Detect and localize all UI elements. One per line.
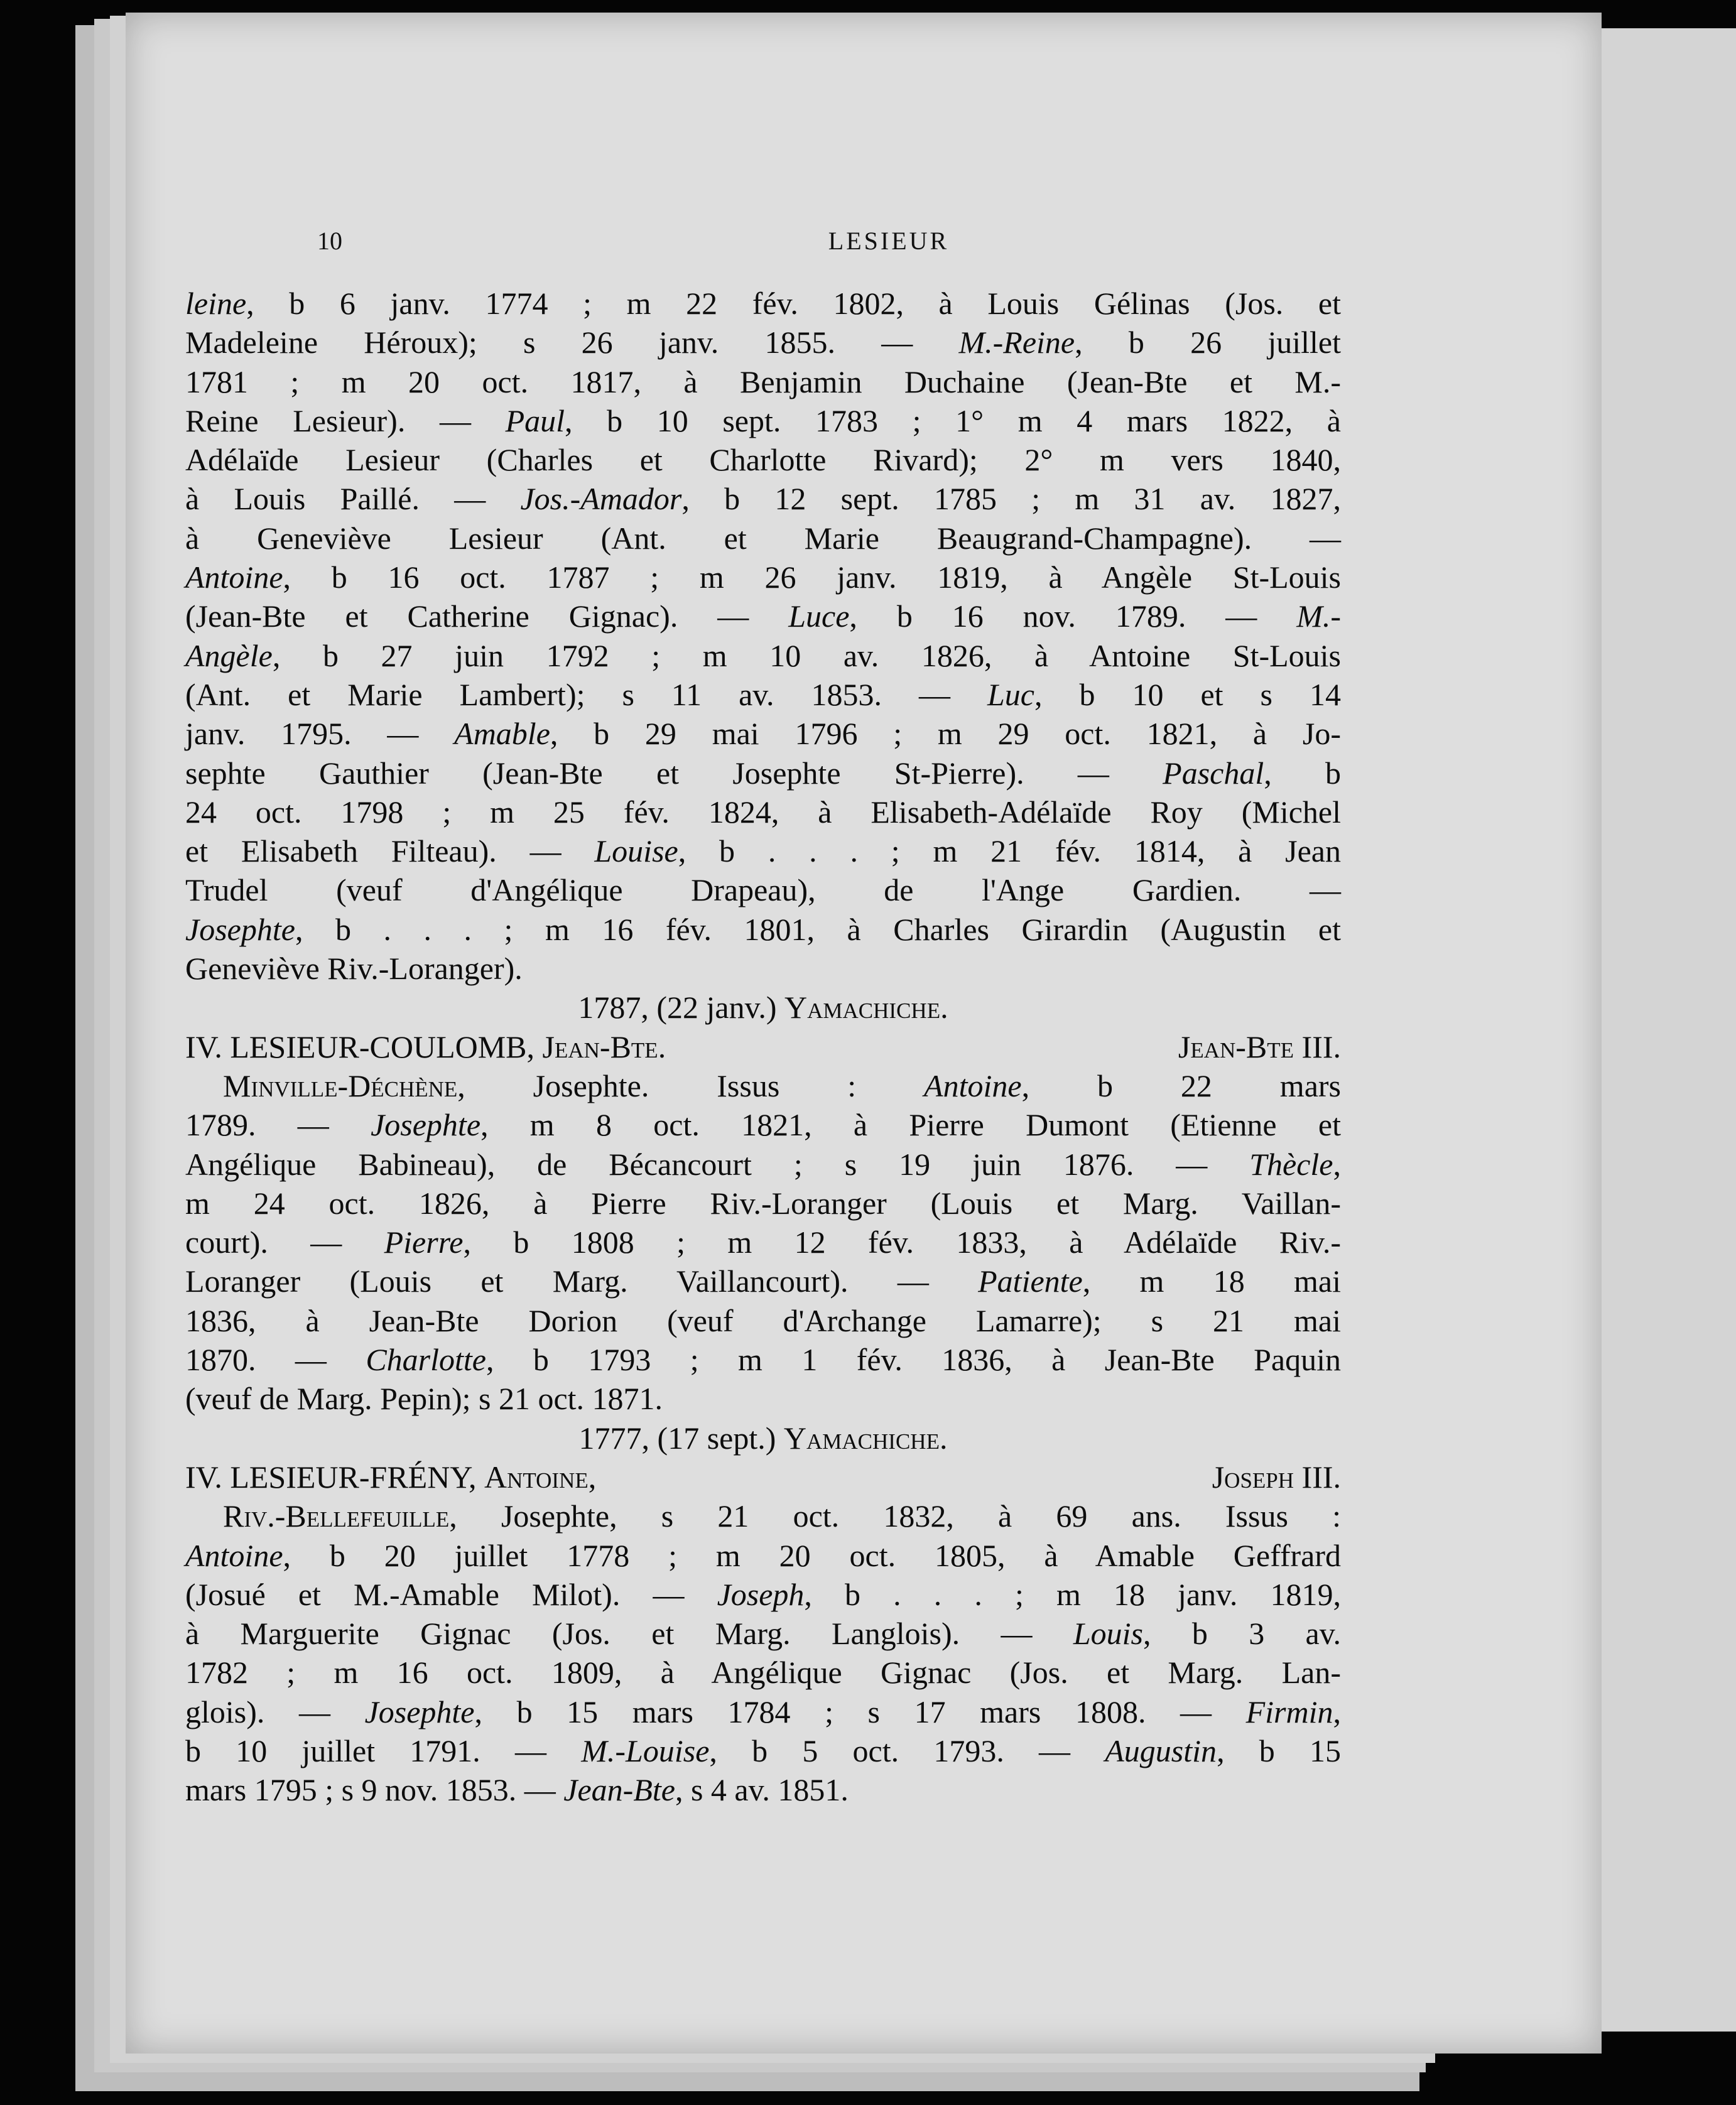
text-line: 1781 ; m 20 oct. 1817, à Benjamin Duchaine (Jean-Bte et M.- (185, 364, 1341, 399)
entry-heading-part: IV. LESIEUR-COULOMB, Jean-Bte. (185, 1029, 666, 1064)
running-header (317, 226, 1460, 264)
entry-heading-part: Joseph III. (1212, 1459, 1341, 1495)
text-line: janv. 1795. — Amable, b 29 mai 1796 ; m 29 oct. 1821, à Jo- (185, 716, 1341, 752)
text-line: (Jean-Bte et Catherine Gignac). — Luce, b 16 nov. 1789. — M.- (185, 598, 1341, 634)
text-line: 24 oct. 1798 ; m 25 fév. 1824, à Elisabeth-Adélaïde Roy (Michel (185, 794, 1341, 830)
text-line: 1836, à Jean-Bte Dorion (veuf d'Archange Lamarre); s 21 mai (185, 1302, 1341, 1338)
text-line: mars 1795 ; s 9 nov. 1853. — Jean-Bte, s 4 av. 1851. (185, 1772, 849, 1808)
text-line: (veuf de Marg. Pepin); s 21 oct. 1871. (185, 1381, 663, 1417)
text-line: 1789. — Josephte, m 8 oct. 1821, à Pierre Dumont (Etienne et (185, 1107, 1341, 1143)
text-line: 1870. — Charlotte, b 1793 ; m 1 fév. 1836, à Jean-Bte Paquin (185, 1342, 1342, 1378)
text-line (185, 1458, 1341, 1496)
text-line: 1782 ; m 16 oct. 1809, à Angélique Gignac (Jos. et Marg. Lan- (185, 1655, 1341, 1691)
text-line: Madeleine Héroux); s 26 janv. 1855. — M.-Reine, b 26 juillet (185, 325, 1341, 360)
text-line: (Ant. et Marie Lambert); s 11 av. 1853. — Luc, b 10 et s 14 (185, 676, 1341, 712)
entry-heading-part: IV. LESIEUR-FRÉNY, Antoine, (185, 1459, 597, 1495)
text-line: Antoine, b 20 juillet 1778 ; m 20 oct. 1805, à Amable Geffrard (185, 1537, 1341, 1573)
text-line: Antoine, b 16 oct. 1787 ; m 26 janv. 1819, à Angèle St-Louis (185, 560, 1341, 595)
text-line: court). — Pierre, b 1808 ; m 12 fév. 1833, à Adélaïde Riv.- (185, 1225, 1341, 1260)
text-line: 1787, (22 janv.) Yamachiche. (578, 990, 948, 1025)
text-line: Minville-Déchène, Josephte. Issus : Antoine, b 22 mars (223, 1068, 1341, 1103)
text-line: b 10 juillet 1791. — M.-Louise, b 5 oct. 1793. — Augustin, b 15 (185, 1733, 1341, 1768)
text-line: leine, b 6 janv. 1774 ; m 22 fév. 1802, à Louis Gélinas (Jos. et (185, 286, 1341, 321)
text-line: à Louis Paillé. — Jos.-Amador, b 12 sept. 1785 ; m 31 av. 1827, (185, 481, 1341, 517)
text-line: Reine Lesieur). — Paul, b 10 sept. 1783 ; 1° m 4 mars 1822, à (185, 403, 1341, 438)
text-line: Josephte, b . . . ; m 16 fév. 1801, à Charles Girardin (Augustin et (185, 911, 1341, 947)
text-line: et Elisabeth Filteau). — Louise, b . . . ; m 21 fév. 1814, à Jean (185, 833, 1341, 869)
text-line: Geneviève Riv.-Loranger). (185, 951, 523, 987)
text-line: à Geneviève Lesieur (Ant. et Marie Beaugrand-Champagne). — (185, 520, 1341, 556)
text-line: Angèle, b 27 juin 1792 ; m 10 av. 1826, à Antoine St-Louis (185, 637, 1341, 673)
text-line: Trudel (veuf d'Angélique Drapeau), de l'Ange Gardien. — (185, 872, 1341, 908)
running-title: LESIEUR (828, 227, 950, 255)
text-line: m 24 oct. 1826, à Pierre Riv.-Loranger (Louis et Marg. Vaillan- (185, 1185, 1341, 1221)
facing-page-edge (1589, 28, 1736, 2032)
text-line: Adélaïde Lesieur (Charles et Charlotte Rivard); 2° m vers 1840, (185, 442, 1341, 478)
text-line: Angélique Babineau), de Bécancourt ; s 19 juin 1876. — Thècle, (185, 1146, 1341, 1182)
text-line: (Josué et M.-Amable Milot). — Joseph, b . . . ; m 18 janv. 1819, (185, 1576, 1342, 1612)
text-line: Riv.-Bellefeuille, Josephte, s 21 oct. 1832, à 69 ans. Issus : (223, 1498, 1341, 1534)
genealogy-text (185, 284, 1341, 1810)
entry-heading-part: Jean-Bte III. (1178, 1029, 1341, 1064)
page-number: 10 (317, 227, 342, 255)
text-line: à Marguerite Gignac (Jos. et Marg. Langlois). — Louis, b 3 av. (185, 1616, 1341, 1652)
text-line: Loranger (Louis et Marg. Vaillancourt). — Patiente, m 18 mai (185, 1264, 1342, 1299)
text-line: glois). — Josephte, b 15 mars 1784 ; s 17 mars 1808. — Firmin, (185, 1694, 1341, 1729)
text-line: sephte Gauthier (Jean-Bte et Josephte St-Pierre). — Paschal, b (185, 755, 1341, 791)
text-line: 1777, (17 sept.) Yamachiche. (578, 1420, 948, 1456)
text-line (185, 1027, 1341, 1066)
